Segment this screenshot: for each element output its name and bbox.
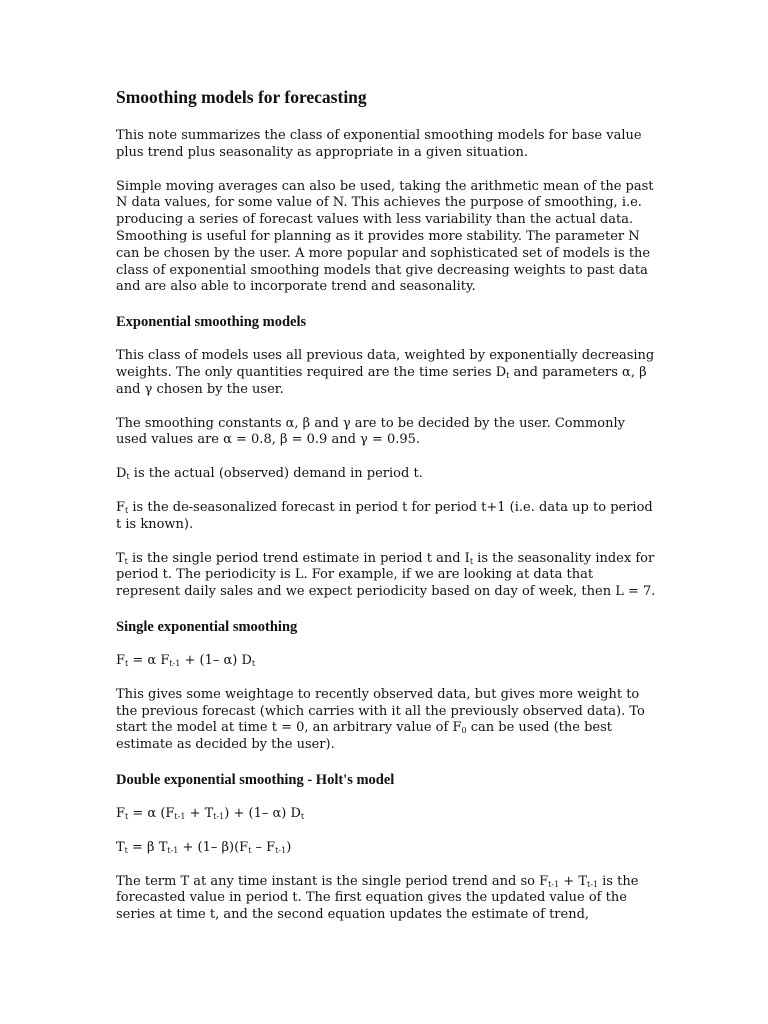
- heading-exponential-smoothing: Exponential smoothing models: [116, 314, 307, 331]
- moving-average-paragraph: Simple moving averages can also be used, taking the arithmetic mean of the past N data values, for some value of N. This achieves the purpose of smoothing, i.e. producing a series of forecast values with less variability than the actual data. Smoothing is useful for planning as it provides more stability. The parameter N can be chosen by the user. A more popular and sophisticated set of models is the class of exponential smoothing models that give decreasing weights to past data and are also able to incorporate trend and seasonality.: [116, 178, 654, 295]
- heading-single-exponential: Single exponential smoothing: [116, 618, 298, 635]
- document-page: [116, 86, 656, 941]
- class-paragraph: This class of models uses all previous data, weighted by exponentially decreasing weights. The only quantities required are the time series $D_t$ and parameters α, β and γ chosen by the user.: [116, 348, 655, 397]
- dt-definition: $D_t$ is the actual (observed) demand in period t.: [116, 466, 423, 482]
- tt-definition: $T_t$ is the single period trend estimate in period t and $I_t$ is the seasonality index for period t. The periodicity is L. For example, if we are looking at data that represent daily sales and we expect periodicity based on day of week, then L = 7.: [116, 550, 656, 600]
- intro-paragraph: This note summarizes the class of exponential smoothing models for base value plus trend plus seasonality as appropriate in a given situation.: [116, 128, 642, 160]
- trend-paragraph: The term T at any time instant is the single period trend and so $F_{t-1} + T_{t-1}$ is the forecasted value in period t. The first equation gives the updated value of the series at time t, and the second equation updates the estimate of trend,: [116, 873, 639, 923]
- equation-double-forecast: $F_t = \alpha$ $(F_{t-1} + T_{t-1}) + (1-$ α) $D_t$: [116, 805, 305, 821]
- single-paragraph: This gives some weightage to recently observed data, but gives more weight to the previous forecast (which carries with it all the previously observed data). To start the model at time t = 0, an arbitrary value of $F_0$ can be used (the best estimate as decided by the user).: [116, 686, 645, 753]
- equation-double-trend: $T_t = \beta$ $T_{t-1} + (1-$ $\beta)(F_t - F_{t-1})$: [116, 839, 292, 855]
- constants-paragraph: The smoothing constants α, β and γ are to be decided by the user. Commonly used values are α = 0.8, β = 0.9 and γ = 0.95.: [116, 415, 625, 448]
- ft-definition: $F_t$ is the de-seasonalized forecast in period t for period t+1 (i.e. data up to period t is known).: [116, 499, 653, 532]
- equation-single: $F_t = \alpha$ $F_{t-1} + (1-$ α) $D_t$: [116, 652, 256, 668]
- document-title: Smoothing models for forecasting: [116, 87, 367, 107]
- heading-double-exponential: Double exponential smoothing - Holt's model: [116, 771, 395, 788]
